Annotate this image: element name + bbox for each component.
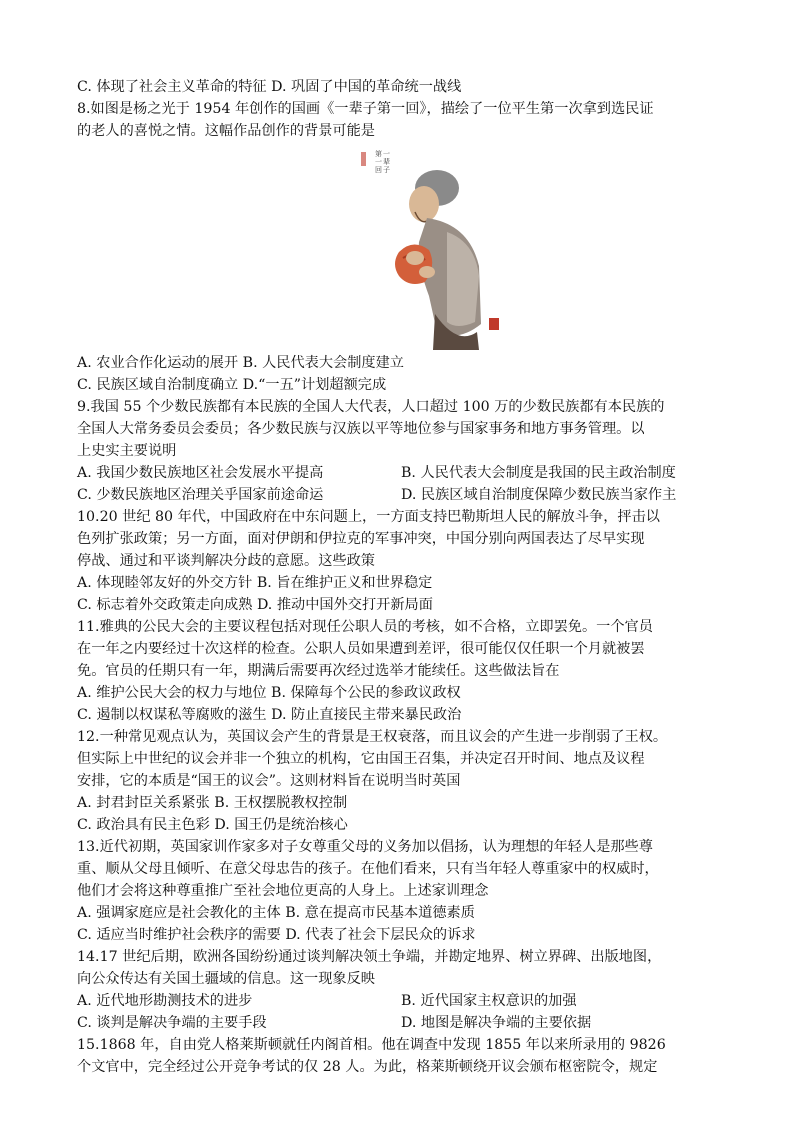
q8-stem-line: 的老人的喜悦之情。这幅作品创作的背景可能是 (77, 123, 375, 139)
q15-stem-line: 个文官中，完全经过公开竞争考试的仅 28 人。为此，格莱斯顿绕开议会颁布枢密院令，规定 (77, 1059, 658, 1075)
q10-stem-line: 停战、通过和平谈判解决分歧的意愿。这些政策 (77, 553, 375, 569)
q13-options-ab: A. 强调家庭应是社会教化的主体 B. 意在提高市民基本道德素质 (77, 905, 475, 921)
q9-option-b: B. 人民代表大会制度是我国的民主政治制度 (401, 465, 676, 481)
q13-stem-line: 13.近代初期，英国家训作家多对子女尊重父母的义务加以倡扬，认为理想的年轻人是那些尊 (77, 839, 653, 855)
painting-old-man-with-voter-card (329, 146, 511, 350)
q9-options-row (77, 462, 727, 484)
q14-option-d: D. 地图是解决争端的主要依据 (401, 1015, 592, 1031)
painting-caption-char: 一 (375, 158, 382, 166)
exam-page (77, 76, 727, 1078)
painting-caption-char: 回 (375, 166, 382, 174)
q10-stem-line: 10.20 世纪 80 年代，中国政府在中东问题上，一方面支持巴勒斯坦人民的解放斗争，抨击以 (77, 509, 660, 525)
q8-figure-block (77, 142, 727, 352)
q12-stem-line: 安排，它的本质是“国王的议会”。这则材料旨在说明当时英国 (77, 773, 461, 789)
q14-options-row (77, 1012, 727, 1034)
q13-stem-line: 他们才会将这种尊重推广至社会地位更高的人身上。上述家训理念 (77, 883, 489, 899)
q12-stem-line: 12.一种常见观点认为，英国议会产生的背景是王权衰落，而且议会的产生进一步削弱了王权。 (77, 729, 668, 745)
painting-caption-char: 辈 (383, 158, 390, 166)
q7-options-cd: C. 体现了社会主义革命的特征 D. 巩固了中国的革命统一战线 (77, 79, 462, 95)
q9-option-c: C. 少数民族地区治理关乎国家前途命运 (77, 487, 324, 503)
seal-stamp-icon (489, 318, 499, 330)
q10-options-ab: A. 体现睦邻友好的外交方针 B. 旨在维护正义和世界稳定 (77, 575, 433, 591)
q11-stem-line: 免。官员的任期只有一年，期满后需要再次经过选举才能续任。这些做法旨在 (77, 663, 560, 679)
q11-options-ab: A. 维护公民大会的权力与地位 B. 保障每个公民的参政议政权 (77, 685, 461, 701)
q8-stem-line: 8.如图是杨之光于 1954 年创作的国画《一辈子第一回》，描绘了一位平生第一次拿到选民证 (77, 101, 654, 117)
q13-stem-line: 重、顺从父母且倾听、在意父母忠告的孩子。在他们看来，只有当年轻人尊重家中的权威时， (77, 861, 659, 877)
q14-options-row (77, 990, 727, 1012)
q8-options-cd: C. 民族区域自治制度确立 D.“一五”计划超额完成 (77, 377, 387, 393)
q11-stem-line: 在一年之内要经过十次这样的检查。公职人员如果遭到差评，很可能仅仅任职一个月就被罢 (77, 641, 645, 657)
q11-stem-line: 11.雅典的公民大会的主要议程包括对现任公职人员的考核，如不合格，立即罢免。一个官员 (77, 619, 653, 635)
q15-stem-line: 15.1868 年，自由党人格莱斯顿就任内阁首相。他在调查中发现 1855 年以来所录用的 9826 (77, 1037, 666, 1053)
q8-options-ab: A. 农业合作化运动的展开 B. 人民代表大会制度建立 (77, 355, 404, 371)
q9-options-row (77, 484, 727, 506)
q9-stem-line: 全国人大常务委员会委员；各少数民族与汉族以平等地位参与国家事务和地方事务管理。以 (77, 421, 645, 437)
q13-options-cd: C. 适应当时维护社会秩序的需要 D. 代表了社会下层民众的诉求 (77, 927, 476, 943)
painting-caption-char: 第 (375, 150, 382, 158)
q9-option-a: A. 我国少数民族地区社会发展水平提高 (77, 465, 324, 481)
q14-option-a: A. 近代地形勘测技术的进步 (77, 993, 253, 1009)
q9-option-d: D. 民族区域自治制度保障少数民族当家作主 (401, 487, 677, 503)
painting-caption-char: 子 (383, 166, 390, 174)
q10-stem-line: 色列扩张政策；另一方面，面对伊朗和伊拉克的军事冲突，中国分别向两国表达了尽早实现 (77, 531, 645, 547)
q11-options-cd: C. 遏制以权谋私等腐败的滋生 D. 防止直接民主带来暴民政治 (77, 707, 462, 723)
q10-options-cd: C. 标志着外交政策走向成熟 D. 推动中国外交打开新局面 (77, 597, 433, 613)
q12-options-ab: A. 封君封臣关系紧张 B. 王权摆脱教权控制 (77, 795, 348, 811)
q9-stem-line: 9.我国 55 个少数民族都有本民族的全国人大代表，人口超过 100 万的少数民族都有本民族的 (77, 399, 665, 415)
q14-option-b: B. 近代国家主权意识的加强 (401, 993, 577, 1009)
q12-stem-line: 但实际上中世纪的议会并非一个独立的机构，它由国王召集，并决定召开时间、地点及议程 (77, 751, 645, 767)
q14-stem-line: 14.17 世纪后期，欧洲各国纷纷通过谈判解决领土争端，并勘定地界、树立界碑、出版地图， (77, 949, 662, 965)
q14-option-c: C. 谈判是解决争端的主要手段 (77, 1015, 267, 1031)
q9-stem-line: 上史实主要说明 (77, 443, 177, 459)
q14-stem-line: 向公众传达有关国土疆域的信息。这一现象反映 (77, 971, 375, 987)
painting-caption-char: 一 (383, 150, 390, 158)
q12-options-cd: C. 政治具有民主色彩 D. 国王仍是统治核心 (77, 817, 348, 833)
